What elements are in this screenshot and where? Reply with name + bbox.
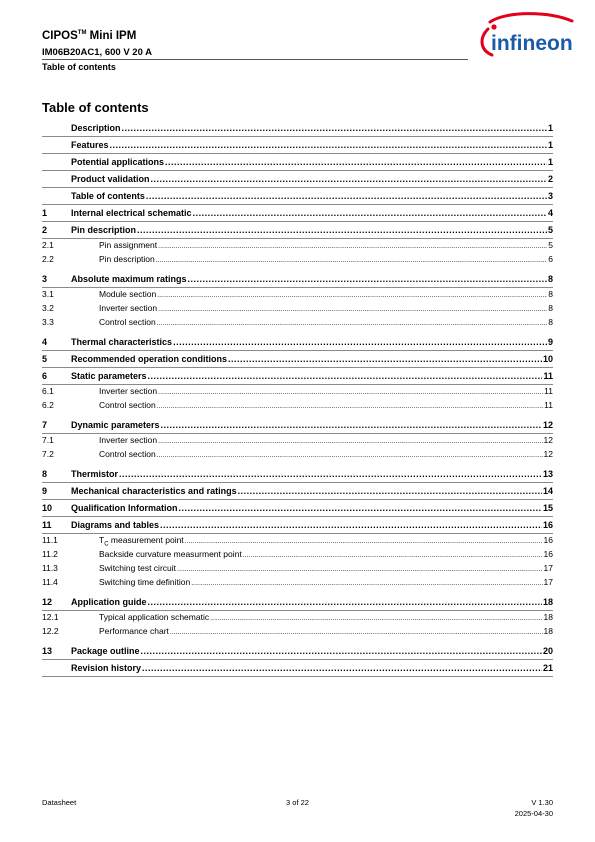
toc-entry-label: Switching test circuit <box>99 563 176 573</box>
toc-entry-number: 7.2 <box>42 449 54 459</box>
toc-entry-page: 16 <box>542 520 553 530</box>
toc-entry-label: Product validation <box>71 174 150 184</box>
toc-entry-number: 7 <box>42 420 48 430</box>
toc-entry-page: 1 <box>547 123 553 133</box>
toc-subentry[interactable] <box>42 562 553 576</box>
toc-entry-number: 3 <box>42 274 48 284</box>
toc-entry[interactable] <box>42 154 553 171</box>
toc-entry[interactable] <box>42 643 553 660</box>
toc-entry-number: 3.3 <box>42 317 54 327</box>
toc-subentry[interactable] <box>42 434 553 448</box>
toc-leader-dots <box>210 612 542 622</box>
toc-entry[interactable] <box>42 171 553 188</box>
toc-leader-dots <box>158 303 547 313</box>
toc-entry-page: 1 <box>547 140 553 150</box>
toc-subentry[interactable] <box>42 448 553 462</box>
toc-entry-number: 9 <box>42 486 48 496</box>
toc-entry[interactable] <box>42 120 553 137</box>
toc-leader-dots <box>228 354 542 364</box>
infineon-logo <box>476 12 586 62</box>
toc-entry-number: 11.2 <box>42 549 58 559</box>
toc-entry-page: 11 <box>544 400 553 410</box>
toc-leader-dots <box>122 123 547 133</box>
toc-entry[interactable] <box>42 334 553 351</box>
page-header <box>42 26 472 60</box>
toc-entry-label: Dynamic parameters <box>71 420 160 430</box>
footer-version: V 1.30 <box>531 798 553 807</box>
toc-entry-page: 12 <box>542 420 553 430</box>
toc-entry-number: 13 <box>42 646 53 656</box>
toc-entry-label: Table of contents <box>71 191 145 201</box>
toc-subentry[interactable] <box>42 548 553 562</box>
toc-entry[interactable] <box>42 271 553 288</box>
toc-entry-page: 11 <box>543 371 553 381</box>
toc-entry[interactable] <box>42 137 553 154</box>
toc-entry-number: 2.2 <box>42 254 54 264</box>
toc-leader-dots <box>119 469 542 479</box>
toc-leader-dots <box>157 317 548 327</box>
toc-entry-number: 3.2 <box>42 303 54 313</box>
toc-leader-dots <box>161 420 542 430</box>
toc-entry-number: 5 <box>42 354 48 364</box>
toc-leader-dots <box>157 289 547 299</box>
toc-leader-dots <box>177 563 543 573</box>
toc-leader-dots <box>160 520 542 530</box>
logo-wordmark: infineon <box>491 32 573 55</box>
toc-entry-number: 8 <box>42 469 48 479</box>
toc-entry-number: 7.1 <box>42 435 54 445</box>
toc-entry-page: 9 <box>547 337 553 347</box>
toc-entry-page: 18 <box>542 597 553 607</box>
toc-entry-number: 3.1 <box>42 289 54 299</box>
toc-leader-dots <box>158 386 543 396</box>
toc-leader-dots <box>148 371 543 381</box>
product-title <box>42 26 472 44</box>
toc-entry-page: 8 <box>548 303 553 313</box>
toc-leader-dots <box>137 225 547 235</box>
toc-entry-page: 8 <box>548 289 553 299</box>
footer-version-block <box>515 797 553 819</box>
toc-leader-dots <box>142 663 542 673</box>
toc-entry-page: 15 <box>542 503 553 513</box>
toc-leader-dots <box>141 646 542 656</box>
toc-entry-number: 6.2 <box>42 400 54 410</box>
toc-entry-page: 2 <box>547 174 553 184</box>
toc-leader-dots <box>146 191 547 201</box>
toc-entry[interactable] <box>42 205 553 222</box>
toc-leader-dots <box>151 174 547 184</box>
toc-heading: Table of contents <box>42 100 149 115</box>
toc-entry-label: Thermal characteristics <box>71 337 173 347</box>
logo-swoosh <box>490 14 572 22</box>
toc-subentry[interactable] <box>42 385 553 399</box>
toc-entry-number: 1 <box>42 208 48 218</box>
toc-entry-number: 4 <box>42 337 48 347</box>
toc-entry-label: Typical application schematic <box>99 612 210 622</box>
toc-leader-dots <box>179 503 542 513</box>
toc-entry-label: Package outline <box>71 646 140 656</box>
toc-entry-page: 1 <box>547 157 553 167</box>
toc-entry-label: Internal electrical schematic <box>71 208 192 218</box>
toc-leader-dots <box>170 626 543 636</box>
toc-entry[interactable] <box>42 517 553 534</box>
toc-entry-label: Application guide <box>71 597 147 607</box>
toc-leader-dots <box>158 240 547 250</box>
toc-entry-label: Control section <box>99 449 156 459</box>
toc-subentry[interactable] <box>42 302 553 316</box>
toc-leader-dots <box>110 140 547 150</box>
toc-leader-dots <box>148 597 542 607</box>
toc-subentry[interactable] <box>42 399 553 413</box>
toc-entry-label: Mechanical characteristics and ratings <box>71 486 237 496</box>
toc-entry-number: 2.1 <box>42 240 54 250</box>
toc-entry-label: Control section <box>99 400 156 410</box>
toc-subentry[interactable] <box>42 625 553 639</box>
footer-date: 2025-04-30 <box>514 809 553 818</box>
toc-entry-label: $T_C$ measurement point <box>99 535 184 548</box>
toc-entry-label: Inverter section <box>99 386 158 396</box>
toc-leader-dots <box>173 337 547 347</box>
toc-entry-label: Revision history <box>71 663 142 673</box>
toc-entry-page: 6 <box>548 254 553 264</box>
toc-entry-number: 11.1 <box>42 535 58 545</box>
toc-entry-label: Pin description <box>99 254 155 264</box>
toc-leader-dots <box>188 274 547 284</box>
toc-entry-number: 6.1 <box>42 386 54 396</box>
toc-entry-label: Performance chart <box>99 626 169 636</box>
toc-leader-dots <box>191 577 542 587</box>
product-line: CIPOS <box>42 30 78 42</box>
toc-entry-number: 2 <box>42 225 48 235</box>
toc-entry-label: Inverter section <box>99 303 158 313</box>
toc-leader-dots <box>165 157 547 167</box>
toc-entry[interactable] <box>42 660 553 677</box>
toc-entry[interactable] <box>42 368 553 385</box>
toc-entry-label: Features <box>71 140 109 150</box>
toc-entry-page: 14 <box>542 486 553 496</box>
toc-entry-label: Thermistor <box>71 469 119 479</box>
toc-entry-page: 12 <box>543 449 553 459</box>
toc-entry-page: 5 <box>548 240 553 250</box>
toc-entry-page: 20 <box>542 646 553 656</box>
toc-entry-label: Backside curvature measurment point <box>99 549 242 559</box>
toc-leader-dots <box>158 435 542 445</box>
toc-entry-number: 11 <box>42 520 52 530</box>
toc-entry[interactable] <box>42 594 553 611</box>
toc-subentry[interactable] <box>42 253 553 267</box>
toc-entry-label: Absolute maximum ratings <box>71 274 187 284</box>
toc-entry-label: Switching time definition <box>99 577 191 587</box>
toc-list <box>42 120 553 677</box>
toc-entry-page: 10 <box>542 354 553 364</box>
toc-entry-page: 13 <box>542 469 553 479</box>
toc-subentry[interactable] <box>42 576 553 590</box>
toc-entry[interactable] <box>42 188 553 205</box>
toc-subentry[interactable] <box>42 316 553 330</box>
toc-entry-label: Potential applications <box>71 157 165 167</box>
toc-entry-page: 8 <box>548 317 553 327</box>
product-suffix: Mini IPM <box>86 30 137 42</box>
toc-entry-label: Inverter section <box>99 435 158 445</box>
toc-entry[interactable] <box>42 417 553 434</box>
toc-entry-page: 11 <box>544 386 553 396</box>
toc-entry-number: 6 <box>42 371 48 381</box>
toc-entry-page: 12 <box>543 435 553 445</box>
toc-entry-number: 11.4 <box>42 577 58 587</box>
toc-entry[interactable] <box>42 500 553 517</box>
toc-entry-page: 21 <box>542 663 553 673</box>
header-divider <box>42 59 468 60</box>
toc-entry-label: Static parameters <box>71 371 147 381</box>
toc-entry-label: Recommended operation conditions <box>71 354 228 364</box>
toc-entry-label: Description <box>71 123 121 133</box>
toc-entry-label: Pin description <box>71 225 137 235</box>
toc-subentry[interactable] <box>42 534 553 548</box>
toc-entry-label: Module section <box>99 289 157 299</box>
toc-entry-page: 17 <box>543 563 553 573</box>
toc-subentry[interactable] <box>42 611 553 625</box>
toc-entry-number: 11.3 <box>42 563 58 573</box>
toc-entry-label: Diagrams and tables <box>71 520 160 530</box>
toc-entry-page: 5 <box>547 225 553 235</box>
toc-entry[interactable] <box>42 351 553 368</box>
footer-page-info: 3 of 22 <box>286 798 309 807</box>
toc-entry-page: 8 <box>547 274 553 284</box>
toc-entry-label: Qualification Information <box>71 503 178 513</box>
toc-leader-dots <box>238 486 542 496</box>
toc-entry-page: 16 <box>543 549 553 559</box>
toc-leader-dots <box>156 254 548 264</box>
toc-leader-dots <box>243 549 543 559</box>
toc-leader-dots <box>157 449 543 459</box>
toc-entry-page: 16 <box>543 535 553 545</box>
toc-leader-dots <box>185 535 543 545</box>
toc-entry[interactable] <box>42 483 553 500</box>
toc-entry-page: 18 <box>543 612 553 622</box>
toc-subentry[interactable] <box>42 239 553 253</box>
header-section-name: Table of contents <box>42 62 116 72</box>
toc-entry-number: 12.2 <box>42 626 59 636</box>
toc-leader-dots <box>157 400 543 410</box>
toc-entry-label: Pin assignment <box>99 240 158 250</box>
part-number: IM06B20AC1, 600 V 20 A <box>42 47 153 58</box>
toc-subentry[interactable] <box>42 288 553 302</box>
toc-entry-page: 18 <box>543 626 553 636</box>
toc-entry-page: 3 <box>547 191 553 201</box>
toc-leader-dots <box>193 208 547 218</box>
footer-doc-type: Datasheet <box>42 798 77 807</box>
logo-dot <box>491 24 496 29</box>
toc-entry-number: 12.1 <box>42 612 59 622</box>
toc-entry[interactable] <box>42 222 553 239</box>
trademark-mark: TM <box>77 30 87 36</box>
toc-entry-number: 10 <box>42 503 53 513</box>
toc-entry-page: 17 <box>543 577 553 587</box>
toc-entry-number: 12 <box>42 597 53 607</box>
toc-entry-page: 4 <box>547 208 553 218</box>
toc-entry[interactable] <box>42 466 553 483</box>
toc-entry-label: Control section <box>99 317 156 327</box>
